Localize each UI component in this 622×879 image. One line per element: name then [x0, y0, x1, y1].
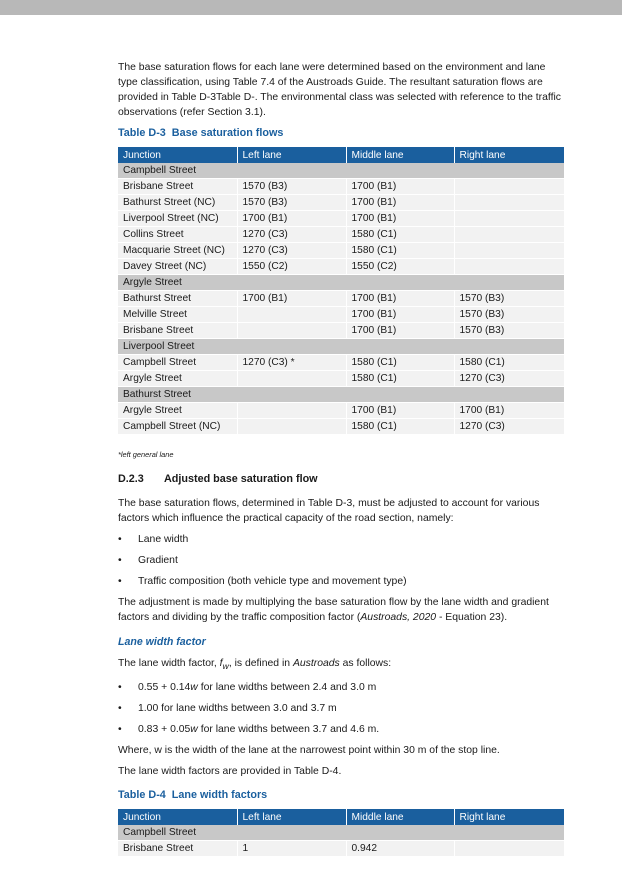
adjustment-method-paragraph — [118, 595, 564, 625]
table-row — [118, 355, 564, 371]
flow-cell: 1700 (B1) — [346, 291, 454, 307]
table-row — [118, 195, 564, 211]
flow-cell: 1550 (C2) — [346, 259, 454, 275]
table-d3-caption — [118, 126, 564, 141]
column-header: Left lane — [237, 809, 346, 825]
table-row — [118, 841, 564, 857]
table-row — [118, 227, 564, 243]
junction-cell: Liverpool Street (NC) — [118, 211, 237, 227]
adjustment-intro-paragraph: The base saturation flows, determined in Table D-3, must be adjusted to account for various factors which influence the practical capacity of the road section, namely: — [118, 498, 540, 524]
junction-cell: Argyle Street — [118, 403, 237, 419]
math-symbol: f — [219, 658, 223, 669]
flow-cell — [237, 403, 346, 419]
flow-cell: 1 — [237, 841, 346, 857]
flow-cell: 1270 (C3) — [454, 419, 564, 435]
flow-cell — [454, 211, 564, 227]
page-header-bar — [0, 0, 622, 15]
table-header-row — [118, 809, 564, 825]
flow-cell: 1270 (C3) — [237, 243, 346, 259]
text-run: , is defined in — [228, 658, 293, 669]
section-title: Adjusted base saturation flow — [164, 473, 318, 485]
flow-cell: 1550 (C2) — [237, 259, 346, 275]
group-label: Campbell Street — [118, 825, 564, 841]
flow-cell: 1580 (C1) — [454, 355, 564, 371]
flow-cell: 1580 (C1) — [346, 419, 454, 435]
section-number: D.2.3 — [118, 473, 144, 485]
text-run: 0.55 + 0.14 — [138, 682, 191, 694]
math-subscript: w — [222, 661, 229, 672]
flow-cell: 1570 (B3) — [454, 323, 564, 339]
table-row — [118, 419, 564, 435]
group-label: Campbell Street — [118, 163, 564, 179]
flow-cell — [454, 195, 564, 211]
table-d3-body — [118, 163, 564, 435]
group-label: Liverpool Street — [118, 339, 564, 355]
list-item-text: Traffic composition (both vehicle type and movement type) — [138, 576, 407, 587]
flow-cell — [454, 179, 564, 195]
flow-cell: 1700 (B1) — [346, 323, 454, 339]
table-reference-paragraph: The lane width factors are provided in Table D-4. — [118, 766, 342, 778]
text-run: as follows: — [339, 658, 392, 669]
section-heading — [118, 472, 564, 487]
junction-cell: Brisbane Street — [118, 179, 237, 195]
lane-width-factors-table — [118, 809, 565, 857]
text-run: The adjustment is made by multiplying the base saturation flow by the lane width and gradient factors and dividing by the traffic composition factor ( — [118, 597, 549, 623]
table-row — [118, 323, 564, 339]
flow-cell — [454, 227, 564, 243]
junction-cell: Macquarie Street (NC) — [118, 243, 237, 259]
flow-cell: 1700 (B1) — [237, 291, 346, 307]
junction-cell: Brisbane Street — [118, 841, 237, 857]
flow-cell — [237, 419, 346, 435]
column-header: Right lane — [454, 809, 564, 825]
factor-list — [118, 532, 564, 589]
junction-cell: Campbell Street — [118, 355, 237, 371]
table-d4-body — [118, 825, 564, 857]
flow-cell: 1270 (C3) * — [237, 355, 346, 371]
flow-cell: 0.942 — [346, 841, 454, 857]
junction-cell: Argyle Street — [118, 371, 237, 387]
table-row — [118, 259, 564, 275]
math-symbol: w — [190, 724, 198, 736]
document-body — [118, 60, 564, 857]
flow-cell — [454, 841, 564, 857]
text-run: The lane width factor, — [118, 658, 220, 669]
flow-cell: 1570 (B3) — [237, 195, 346, 211]
column-header: Right lane — [454, 147, 564, 163]
text-run: 0.83 + 0.05 — [138, 724, 191, 736]
list-item: • Gradient — [118, 555, 178, 566]
table-d3-title: Base saturation flows — [171, 127, 284, 139]
flow-cell: 1700 (B1) — [346, 307, 454, 323]
lane-width-formula-list — [118, 680, 564, 737]
flow-cell: 1570 (B3) — [454, 291, 564, 307]
flow-cell: 1700 (B1) — [346, 195, 454, 211]
column-header: Left lane — [237, 147, 346, 163]
list-item: • Traffic composition (both vehicle type and movement type) — [118, 576, 407, 587]
flow-cell: 1700 (B1) — [346, 179, 454, 195]
junction-cell: Bathurst Street — [118, 291, 237, 307]
table-d4-title: Lane width factors — [171, 789, 268, 802]
citation: Austroads — [292, 658, 340, 669]
flow-cell: 1700 (B1) — [237, 211, 346, 227]
table-group-row — [118, 387, 564, 403]
flow-cell: 1270 (C3) — [454, 371, 564, 387]
group-label: Bathurst Street — [118, 387, 564, 403]
text-run: - Equation 23). — [436, 612, 508, 623]
flow-cell — [237, 371, 346, 387]
column-header: Junction — [118, 809, 237, 825]
junction-cell: Brisbane Street — [118, 323, 237, 339]
flow-cell: 1580 (C1) — [346, 355, 454, 371]
flow-cell: 1570 (B3) — [237, 179, 346, 195]
junction-cell: Davey Street (NC) — [118, 259, 237, 275]
flow-cell — [454, 259, 564, 275]
table-row — [118, 371, 564, 387]
table-group-row — [118, 275, 564, 291]
intro-paragraph: The base saturation flows for each lane were determined based on the environment and lane type classification, using Table 7.4 of the Austroads Guide. The resultant saturation flows are provided in Table D-3Table D-. The environmental class was selected with reference to the traffic observations (refer Section 3.1). — [118, 62, 561, 118]
table-group-row — [118, 163, 564, 179]
table-d4-label: Table D-4 — [118, 789, 166, 802]
flow-cell — [454, 243, 564, 259]
text-run: for lane widths between 2.4 and 3.0 m — [197, 682, 377, 694]
table-row — [118, 243, 564, 259]
list-item: • 1.00 for lane widths between 3.0 and 3.7 m — [118, 703, 337, 715]
flow-cell: 1700 (B1) — [454, 403, 564, 419]
column-header: Middle lane — [346, 147, 454, 163]
list-item-text: Lane width — [138, 534, 189, 545]
flow-cell — [237, 307, 346, 323]
table-row — [118, 211, 564, 227]
list-item: • 0.55 + 0.14w for lane widths between 2.4 and 3.0 m — [118, 682, 377, 694]
table-header-row — [118, 147, 564, 163]
list-item: • 0.83 + 0.05w for lane widths between 3.7 and 4.6 m. — [118, 724, 380, 736]
group-label: Argyle Street — [118, 275, 564, 291]
subsection-heading: Lane width factor — [118, 636, 206, 648]
citation: Austroads, 2020 — [360, 612, 437, 623]
column-header: Junction — [118, 147, 237, 163]
table-row — [118, 403, 564, 419]
list-item-text: Gradient — [138, 555, 178, 566]
table-row — [118, 291, 564, 307]
base-saturation-flows-table — [118, 147, 565, 435]
flow-cell: 1700 (B1) — [346, 211, 454, 227]
table-row — [118, 179, 564, 195]
width-definition-paragraph: Where, w is the width of the lane at the narrowest point within 30 m of the stop line. — [118, 745, 500, 757]
junction-cell: Bathurst Street (NC) — [118, 195, 237, 211]
flow-cell: 1580 (C1) — [346, 371, 454, 387]
flow-cell: 1270 (C3) — [237, 227, 346, 243]
list-item: • Lane width — [118, 534, 189, 545]
junction-cell: Collins Street — [118, 227, 237, 243]
lane-width-definition-paragraph — [118, 656, 564, 674]
flow-cell — [237, 323, 346, 339]
flow-cell: 1570 (B3) — [454, 307, 564, 323]
table-group-row — [118, 825, 564, 841]
table-d3-label: Table D-3 — [118, 127, 166, 139]
text-run: for lane widths between 3.7 and 4.6 m. — [197, 724, 380, 736]
table-group-row — [118, 339, 564, 355]
text-run: 1.00 for lane widths between 3.0 and 3.7 m — [138, 703, 337, 715]
table-footnote: *left general lane — [118, 450, 174, 459]
flow-cell: 1580 (C1) — [346, 227, 454, 243]
flow-cell: 1700 (B1) — [346, 403, 454, 419]
junction-cell: Melville Street — [118, 307, 237, 323]
math-symbol: w — [190, 682, 198, 694]
column-header: Middle lane — [346, 809, 454, 825]
flow-cell: 1580 (C1) — [346, 243, 454, 259]
table-d4-caption — [118, 788, 564, 803]
junction-cell: Campbell Street (NC) — [118, 419, 237, 435]
table-row — [118, 307, 564, 323]
